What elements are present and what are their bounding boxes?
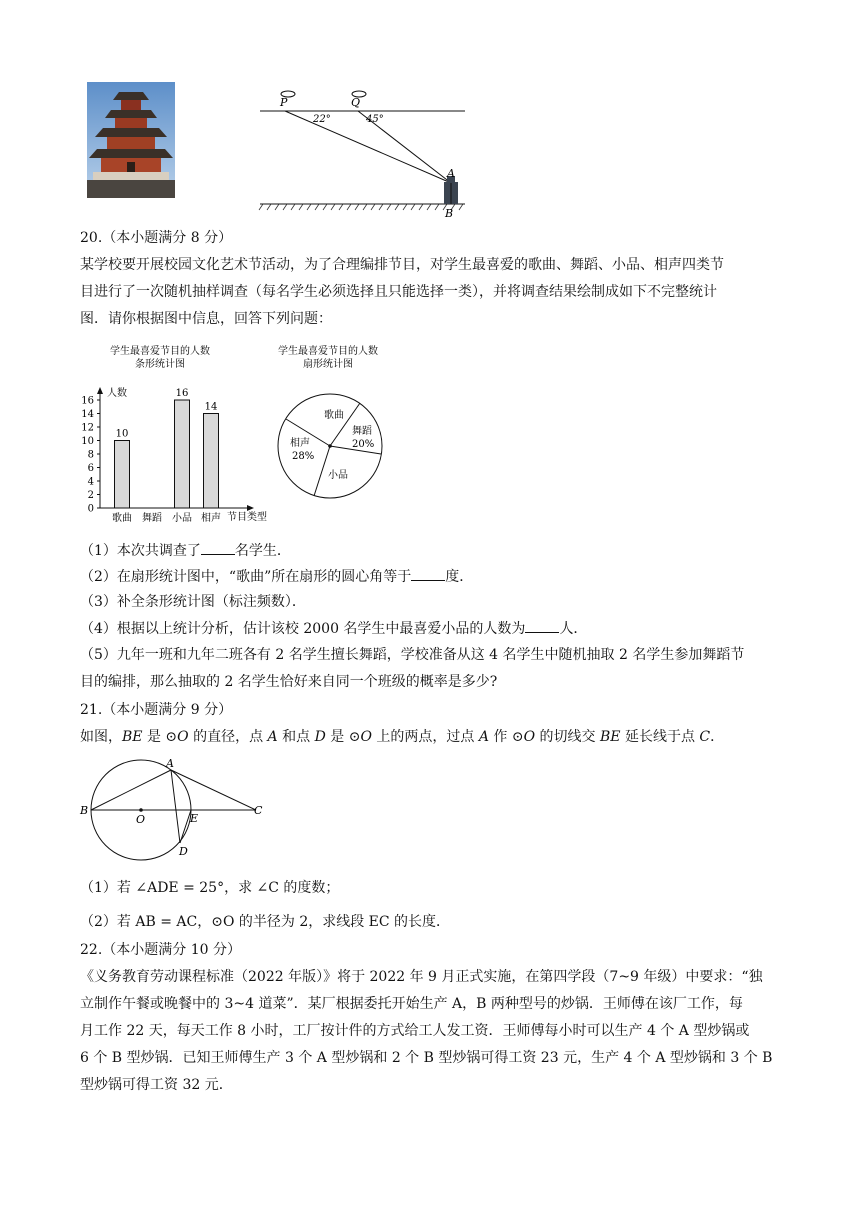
label-Q: Q <box>351 96 361 109</box>
q22-line1: 《义务教育劳动课程标准（2022 年版）》将于 2022 年 9 月正式实施，在第四学段（7~9 年级）中要求：“独 <box>80 969 763 985</box>
pie-value-wudao: 20% <box>352 439 375 450</box>
bar-chart-bars <box>115 388 219 508</box>
q22-line2: 立制作午餐或晚餐中的 3~4 道菜”．某厂根据委托开始生产 A，B 两种型号的炒锅．王师傅在该厂工作，每 <box>80 996 743 1012</box>
bar-chart-y-tick-label: 12 <box>81 422 94 434</box>
pie-value-xiangsheng: 28% <box>292 451 315 462</box>
circle-label-E: E <box>190 812 199 825</box>
q22-line5: 型炒锅可得工资 32 元． <box>80 1077 233 1093</box>
bar-chart-axes <box>81 387 254 524</box>
q22-header: 22.（本小题满分 10 分） <box>80 942 241 958</box>
bar-chart-y-tick-label: 0 <box>87 503 94 515</box>
bar-chart-category-label: 舞蹈 <box>142 513 162 524</box>
bar-chart-title: 学生最喜爱节目的人数 <box>110 346 210 357</box>
q20-sub1: （1）本次共调查了 名学生． <box>80 540 790 561</box>
bar-chart-value-label: 16 <box>175 388 189 399</box>
q22-line4: 6 个 B 型炒锅．已知王师傅生产 3 个 A 型炒锅和 2 个 B 型炒锅可得工资 23 元，生产 4 个 A 型炒锅和 3 个 B <box>80 1050 773 1066</box>
bar-chart-y-arrow <box>97 387 103 394</box>
circle-label-D: D <box>179 845 188 858</box>
bar-chart-bar <box>175 400 190 508</box>
q22-line3: 月工作 22 天，每天工作 8 小时，工厂按计件的方式给工人发工资．王师傅每小时可以生产 4 个 A 型炒锅或 <box>80 1023 750 1039</box>
pie-chart-title: 学生最喜爱节目的人数 <box>278 346 378 357</box>
bar-chart-ylabel: 人数 <box>107 388 127 399</box>
bar-chart-bar <box>204 414 219 509</box>
q20-header: 20.（本小题满分 8 分） <box>80 230 233 246</box>
bar-chart-category-label: 歌曲 <box>112 513 132 524</box>
circle-label-A: A <box>166 757 174 770</box>
bar-chart-y-tick-label: 2 <box>87 490 94 501</box>
pie-chart-subtitle: 扇形统计图 <box>303 359 353 370</box>
answer-blank <box>201 540 235 555</box>
bar-chart-y-tick-label: 16 <box>81 395 94 407</box>
q21-header: 21.（本小题满分 9 分） <box>80 702 233 718</box>
bar-chart-y-tick-label: 8 <box>87 449 94 461</box>
q21-intro: 如图，BE 是 ⊙O 的直径，点 A 和点 D 是 ⊙O 上的两点，过点 A 作 ⊙O 的切线交 BE 延长线于点 C． <box>80 729 725 745</box>
q20-sub4: （4）根据以上统计分析，估计该校 2000 名学生中最喜爱小品的人数为 人． <box>80 618 790 639</box>
circle-label-B: B <box>80 804 89 817</box>
angle-45: 45° <box>366 114 384 125</box>
bar-chart-subtitle: 条形统计图 <box>135 359 185 370</box>
bar-chart-y-tick-label: 4 <box>87 476 94 488</box>
q20-intro-line3: 图．请你根据图中信息，回答下列问题： <box>80 311 332 327</box>
q20-intro-line2: 目进行了一次随机抽样调查（每名学生必须选择且只能选择一类），并将调查结果绘制成如下不完整统计 <box>80 284 717 300</box>
bar-chart-category-label: 小品 <box>172 513 192 524</box>
label-P: P <box>280 96 288 109</box>
pie-label-xiaopin: 小品 <box>328 470 348 481</box>
angle-22: 22° <box>313 114 331 125</box>
angle-figure <box>255 84 470 220</box>
bar-chart <box>75 342 280 527</box>
bar-chart-bar <box>115 441 130 509</box>
answer-blank <box>525 618 559 633</box>
pie-label-gequ: 歌曲 <box>324 410 344 421</box>
answer-blank <box>411 566 445 581</box>
q20-sub5-line2: 目的编排，那么抽取的 2 名学生恰好来自同一个班级的概率是多少? <box>80 674 498 690</box>
circle-label-O: O <box>136 813 146 826</box>
pie-label-xiangsheng: 相声 <box>290 438 310 449</box>
label-B: B <box>445 207 454 220</box>
circle-label-C: C <box>254 804 263 817</box>
label-A: A <box>447 167 455 180</box>
pie-label-wudao: 舞蹈 <box>352 426 372 437</box>
bar-chart-value-label: 14 <box>204 401 218 413</box>
q21-sub1: （1）若 ∠ADE = 25°，求 ∠C 的度数； <box>80 880 340 896</box>
bar-chart-xlabel: 节目类型 <box>227 512 267 523</box>
pie-chart <box>268 342 398 502</box>
q21-sub2: （2）若 AB = AC，⊙O 的半径为 2，求线段 EC 的长度． <box>80 914 451 930</box>
q20-sub3: （3）补全条形统计图（标注频数）． <box>80 594 306 610</box>
pagoda-photo <box>87 82 175 198</box>
bar-chart-y-tick-label: 10 <box>81 436 94 447</box>
q20-sub5-line1: （5）九年一班和九年二班各有 2 名学生擅长舞蹈，学校准备从这 4 名学生中随机抽取 2 名学生参加舞蹈节 <box>80 647 745 663</box>
q20-intro-line1: 某学校要开展校园文化艺术节活动，为了合理编排节目，对学生最喜爱的歌曲、舞蹈、小品、相声四类节 <box>80 257 724 273</box>
q20-sub2: （2）在扇形统计图中，“歌曲”所在扇形的圆心角等于 度． <box>80 566 790 587</box>
bar-chart-y-tick-label: 14 <box>81 409 94 420</box>
bar-chart-value-label: 10 <box>115 428 129 440</box>
circle-figure <box>78 755 268 865</box>
bar-chart-y-tick-label: 6 <box>87 463 94 474</box>
bar-chart-x-arrow <box>247 505 254 511</box>
bar-chart-category-label: 相声 <box>201 513 221 524</box>
